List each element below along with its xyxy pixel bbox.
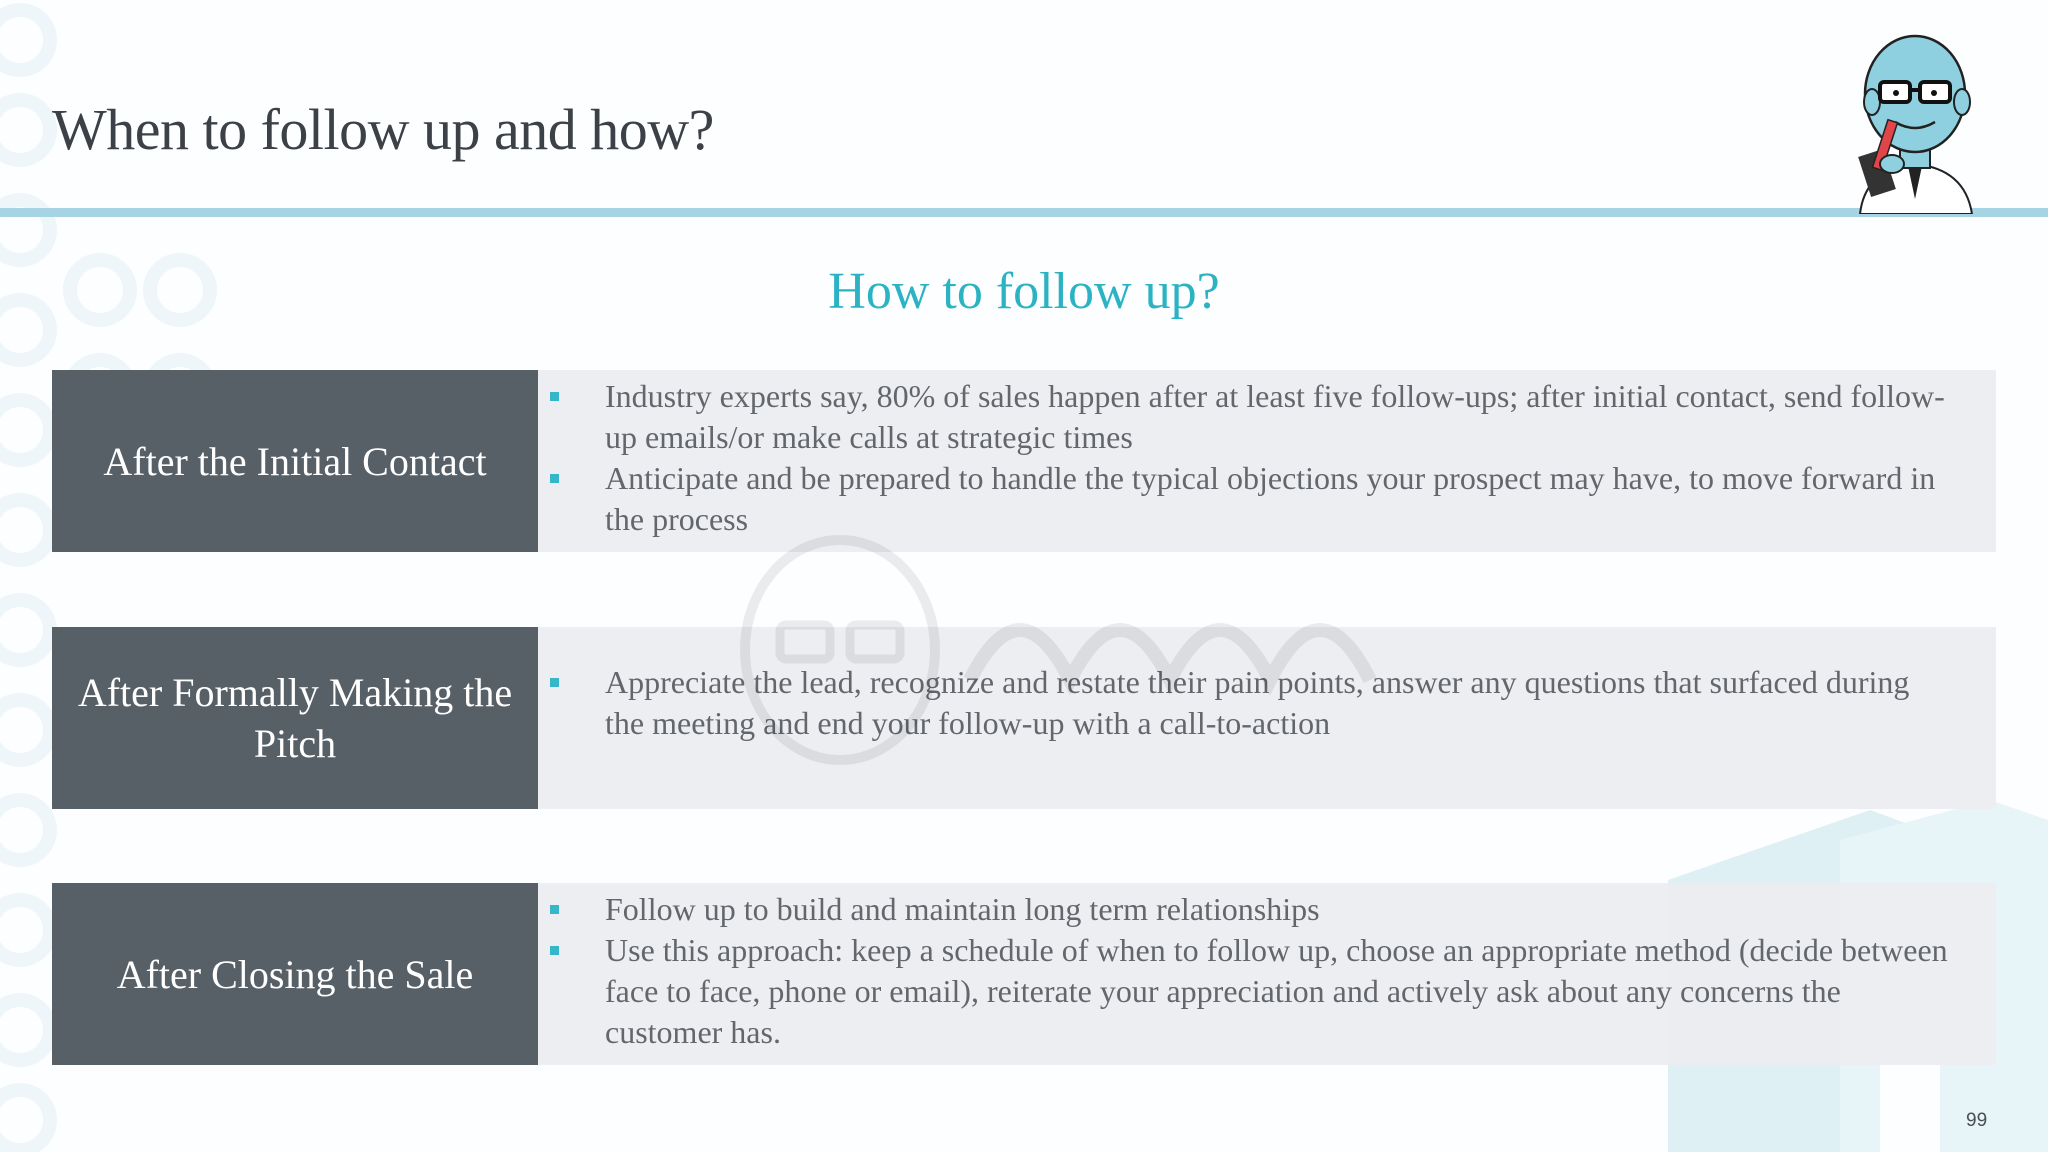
row-making-pitch xyxy=(52,627,1996,809)
square-bullet-icon xyxy=(550,474,559,483)
mascot-icon xyxy=(1840,24,1990,214)
row-label: After the Initial Contact xyxy=(52,370,538,552)
slide-title: When to follow up and how? xyxy=(52,97,714,162)
bullet-text: Use this approach: keep a schedule of when to follow up, choose an appropriate method (decide between face to face, phone or email), reiterate your appreciation and actively ask about any concerns the customer has. xyxy=(605,932,1948,1050)
bullet-text: Appreciate the lead, recognize and restate their pain points, answer any questions that surfaced during the meeting and end your follow-up with a call-to-action xyxy=(605,664,1910,741)
row-closing-sale xyxy=(52,883,1996,1065)
row-initial-contact xyxy=(52,370,1996,552)
row-body xyxy=(538,627,1996,809)
bullet-item xyxy=(550,376,1956,458)
page-number: 99 xyxy=(1966,1110,1988,1131)
row-body xyxy=(538,370,1996,552)
bullet-item xyxy=(550,889,1956,930)
bullet-item xyxy=(550,930,1956,1053)
section-heading: How to follow up? xyxy=(828,263,1220,320)
square-bullet-icon xyxy=(550,678,559,687)
row-label: After Closing the Sale xyxy=(52,883,538,1065)
row-label: After Formally Making the Pitch xyxy=(52,627,538,809)
title-divider xyxy=(0,208,2048,217)
bullet-item xyxy=(550,458,1956,540)
square-bullet-icon xyxy=(550,905,559,914)
square-bullet-icon xyxy=(550,392,559,401)
bullet-text: Follow up to build and maintain long term relationships xyxy=(605,891,1320,927)
bullet-text: Anticipate and be prepared to handle the typical objections your prospect may have, to move forward in the process xyxy=(605,460,1936,537)
square-bullet-icon xyxy=(550,946,559,955)
row-body xyxy=(538,883,1996,1065)
bullet-text: Industry experts say, 80% of sales happen after at least five follow-ups; after initial contact, send follow-up emails/or make calls at strategic times xyxy=(605,378,1945,455)
bullet-item xyxy=(550,662,1956,744)
